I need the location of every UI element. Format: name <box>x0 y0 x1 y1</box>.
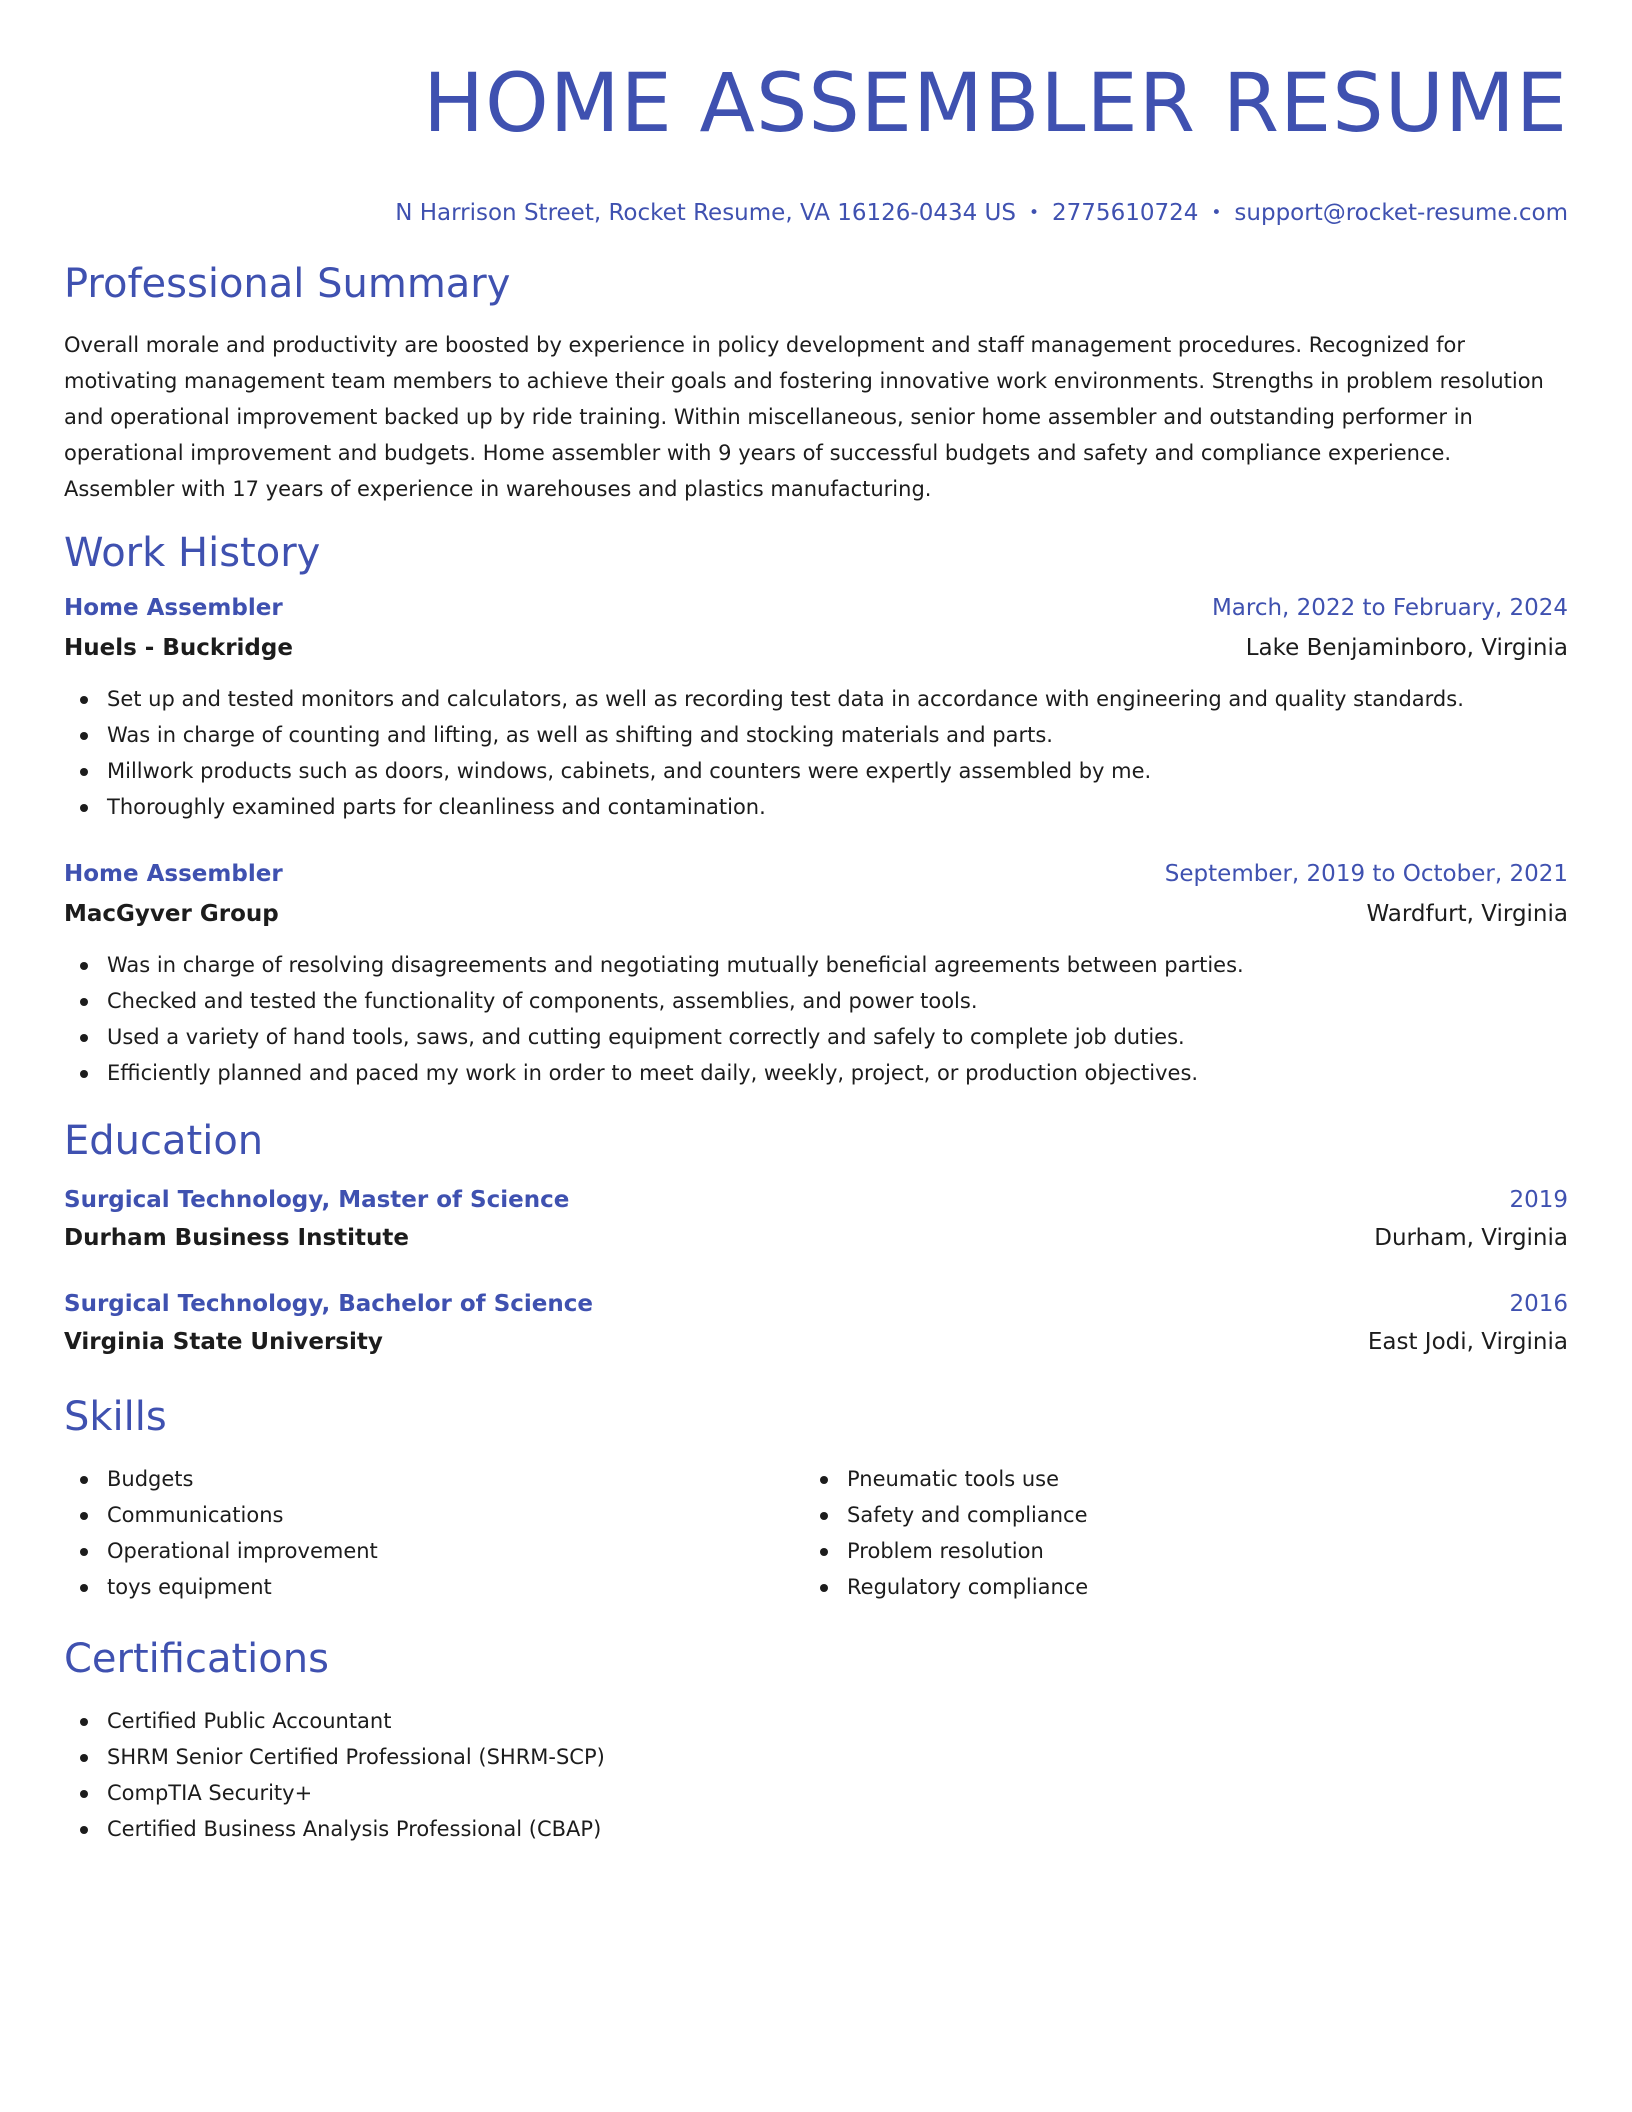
skill-item: toys equipment <box>64 1569 804 1605</box>
skill-item: Safety and compliance <box>804 1497 1544 1533</box>
contact-email: support@rocket-resume.com <box>1234 200 1568 226</box>
job-bullet: Was in charge of resolving disagreements and negotiating mutually beneficial agreements between parties. <box>64 947 1568 983</box>
skill-item: Pneumatic tools use <box>804 1461 1544 1497</box>
job-title: Home Assembler <box>64 595 283 621</box>
job-bullets <box>64 947 1568 1091</box>
contact-phone: 2775610724 <box>1052 200 1199 226</box>
section-title-summary: Professional Summary <box>64 261 511 307</box>
job-company: MacGyver Group <box>64 901 279 927</box>
education-entry <box>64 1289 1568 1357</box>
section-title-skills: Skills <box>64 1394 167 1440</box>
skill-item: Budgets <box>64 1461 804 1497</box>
job-location: Wardfurt, Virginia <box>1366 901 1568 927</box>
education-school: Durham Business Institute <box>64 1225 409 1251</box>
job-bullet: Millwork products such as doors, windows, cabinets, and counters were expertly assembled by me. <box>64 753 1568 789</box>
summary-text: Overall morale and productivity are boosted by experience in policy development and staff management procedures. Recognized for motivating management team members to achieve their goals and fostering innovative work environments. Strengths in problem resolution and operational improvement backed up by ride training. Within miscellaneous, senior home assembler and outstanding performer in operational improvement and budgets. Home assembler with 9 years of successful budgets and safety and compliance experience. Assembler with 17 years of experience in warehouses and plastics manufacturing. <box>64 333 1544 501</box>
job-bullet: Used a variety of hand tools, saws, and cutting equipment correctly and safely to complete job duties. <box>64 1019 1568 1055</box>
education-header-row <box>64 1185 1568 1215</box>
job-bullet: Set up and tested monitors and calculators, as well as recording test data in accordance with engineering and quality standards. <box>64 681 1568 717</box>
contact-separator: • <box>1211 203 1222 223</box>
certification-item: CompTIA Security+ <box>64 1775 1568 1811</box>
contact-address: N Harrison Street, Rocket Resume, VA 16126-0434 US <box>395 200 1016 226</box>
job-dates: September, 2019 to October, 2021 <box>1164 861 1568 887</box>
certification-item: Certified Business Analysis Professional (CBAP) <box>64 1811 1568 1847</box>
education-entry <box>64 1185 1568 1253</box>
certifications-list <box>64 1703 1568 1847</box>
education-location: Durham, Virginia <box>1374 1225 1568 1251</box>
job-header-row <box>64 859 1568 889</box>
contact-line <box>64 198 1568 228</box>
job-company-row <box>64 899 1568 929</box>
job-company: Huels - Buckridge <box>64 635 293 661</box>
certification-item: Certified Public Accountant <box>64 1703 1568 1739</box>
job-dates: March, 2022 to February, 2024 <box>1211 595 1568 621</box>
job-bullet: Was in charge of counting and lifting, as well as shifting and stocking materials and parts. <box>64 717 1568 753</box>
job-company-row <box>64 633 1568 663</box>
skills-list-left <box>64 1461 804 1605</box>
job-bullet: Checked and tested the functionality of components, assemblies, and power tools. <box>64 983 1568 1019</box>
resume-title: HOME ASSEMBLER RESUME <box>423 57 1568 151</box>
skill-item: Regulatory compliance <box>804 1569 1544 1605</box>
job-bullets <box>64 681 1568 825</box>
job-bullet: Thoroughly examined parts for cleanliness and contamination. <box>64 789 1568 825</box>
education-header-row <box>64 1289 1568 1319</box>
section-title-certifications: Certifications <box>64 1636 329 1682</box>
skills-list-right <box>804 1461 1544 1605</box>
skill-item: Problem resolution <box>804 1533 1544 1569</box>
job-title: Home Assembler <box>64 861 283 887</box>
education-school: Virginia State University <box>64 1329 383 1355</box>
education-location: East Jodi, Virginia <box>1367 1329 1568 1355</box>
skills-grid <box>64 1461 1568 1605</box>
education-year: 2019 <box>1509 1187 1568 1213</box>
job-header-row <box>64 593 1568 623</box>
certification-item: SHRM Senior Certified Professional (SHRM-SCP) <box>64 1739 1568 1775</box>
education-year: 2016 <box>1509 1291 1568 1317</box>
education-school-row <box>64 1223 1568 1253</box>
job-bullet: Efficiently planned and paced my work in order to meet daily, weekly, project, or production objectives. <box>64 1055 1568 1091</box>
skill-item: Operational improvement <box>64 1533 804 1569</box>
job-entry <box>64 593 1568 825</box>
section-title-work-history: Work History <box>64 530 321 576</box>
section-title-education: Education <box>64 1118 264 1164</box>
job-location: Lake Benjaminboro, Virginia <box>1245 635 1568 661</box>
job-entry <box>64 859 1568 1091</box>
contact-separator: • <box>1029 203 1040 223</box>
skill-item: Communications <box>64 1497 804 1533</box>
education-degree: Surgical Technology, Bachelor of Science <box>64 1291 593 1317</box>
education-degree: Surgical Technology, Master of Science <box>64 1187 570 1213</box>
education-school-row <box>64 1327 1568 1357</box>
